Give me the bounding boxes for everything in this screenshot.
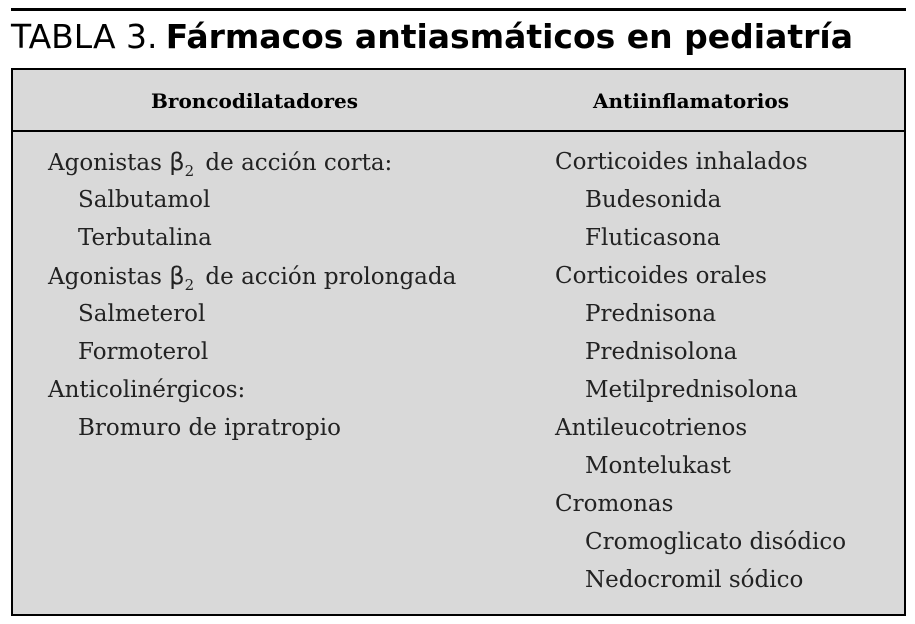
table-title-label: TABLA 3. xyxy=(11,17,158,56)
drug-table xyxy=(11,68,906,616)
item-text: Bromuro de ipratropio xyxy=(78,415,341,441)
item-text: Cromonas xyxy=(555,491,674,517)
list-item xyxy=(555,185,846,223)
list-item xyxy=(555,527,846,565)
broncodilatadores-list xyxy=(48,147,456,451)
list-item xyxy=(555,375,846,413)
item-text: Salmeterol xyxy=(78,301,206,327)
list-item xyxy=(555,565,846,603)
item-text: Anticolinérgicos: xyxy=(48,377,246,403)
item-text: Agonistas xyxy=(48,150,170,176)
beta-symbol: β xyxy=(169,262,185,290)
item-text: Corticoides orales xyxy=(555,263,767,289)
list-item xyxy=(555,413,846,451)
item-text: Prednisona xyxy=(585,301,717,327)
item-text: Prednisolona xyxy=(585,339,738,365)
item-text: de acción corta: xyxy=(198,150,393,176)
list-item xyxy=(48,337,456,375)
item-text: Agonistas xyxy=(48,264,170,290)
item-text: Nedocromil sódico xyxy=(585,567,804,593)
list-item xyxy=(48,147,456,185)
list-item xyxy=(555,261,846,299)
item-text: Montelukast xyxy=(585,453,731,479)
item-text: Cromoglicato disódico xyxy=(585,529,847,555)
header-antiinflamatorios: Antiinflamatorios xyxy=(593,89,789,113)
header-broncodilatadores: Broncodilatadores xyxy=(151,89,359,113)
list-item xyxy=(555,337,846,375)
beta-symbol: β xyxy=(169,148,185,176)
table-title-text: Fármacos antiasmáticos en pediatría xyxy=(165,17,853,56)
item-text: Metilprednisolona xyxy=(585,377,798,403)
antiinflamatorios-list xyxy=(555,147,846,603)
list-item xyxy=(48,375,456,413)
item-text: Terbutalina xyxy=(78,225,212,251)
list-item xyxy=(48,223,456,261)
list-item xyxy=(48,299,456,337)
list-item xyxy=(48,261,456,299)
list-item xyxy=(555,451,846,489)
item-text: Formoterol xyxy=(78,339,209,365)
list-item xyxy=(555,489,846,527)
table-header-row xyxy=(13,70,904,132)
item-text: Antileucotrienos xyxy=(555,415,748,441)
item-text: de acción prolongada xyxy=(198,264,457,290)
list-item xyxy=(555,223,846,261)
item-text: Salbutamol xyxy=(78,187,211,213)
list-item xyxy=(555,147,846,185)
subscript: 2 xyxy=(184,276,195,294)
item-text: Corticoides inhalados xyxy=(555,149,808,175)
subscript: 2 xyxy=(184,162,195,180)
item-text: Fluticasona xyxy=(585,225,721,251)
list-item xyxy=(555,299,846,337)
item-text: Budesonida xyxy=(585,187,722,213)
table-title xyxy=(11,14,853,60)
list-item xyxy=(48,413,456,451)
top-rule xyxy=(11,8,906,11)
list-item xyxy=(48,185,456,223)
